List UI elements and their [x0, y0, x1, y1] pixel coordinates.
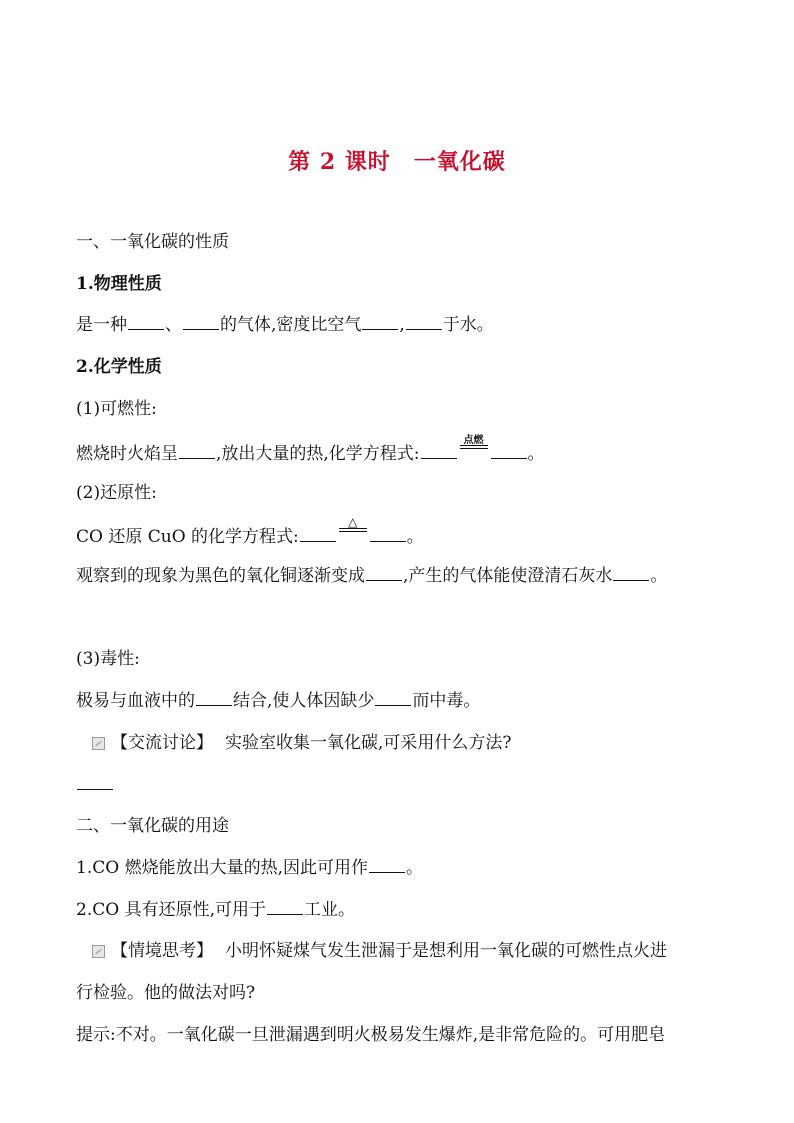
note-icon: [92, 945, 105, 958]
section-heading-uses: 二、一氧化碳的用途: [76, 816, 229, 836]
text: 的气体,密度比空气: [220, 315, 362, 335]
condition-label: △: [348, 515, 358, 529]
text: 。: [406, 527, 424, 547]
text: ,放出大量的热,化学方程式:: [216, 444, 420, 464]
answer-blank[interactable]: [491, 442, 527, 459]
combustibility-heading: (1)可燃性:: [76, 399, 157, 419]
text: 而中毒。: [412, 691, 481, 711]
physical-properties-line: [76, 313, 494, 337]
answer-blank[interactable]: [179, 442, 215, 459]
discussion-tag: 【交流讨论】: [111, 733, 213, 753]
answer-blank[interactable]: [375, 689, 411, 706]
answer-blank[interactable]: [366, 564, 402, 581]
answer-blank[interactable]: [421, 442, 457, 459]
toxicity-line: [76, 689, 480, 713]
scenario-line: [92, 939, 667, 963]
reducibility-heading: (2)还原性:: [76, 483, 157, 503]
reduction-line: [76, 515, 424, 549]
answer-blank[interactable]: [362, 313, 398, 330]
chemical-heading: 2.化学性质: [76, 357, 162, 377]
text: 极易与血液中的: [76, 691, 195, 711]
answer-blank[interactable]: [267, 898, 303, 915]
discussion-line: [92, 731, 512, 755]
answer-blank[interactable]: [196, 689, 232, 706]
text: ,: [399, 315, 405, 335]
answer-blank[interactable]: [77, 773, 113, 790]
answer-blank[interactable]: [406, 313, 442, 330]
text: 。: [527, 444, 545, 464]
observation-line: [76, 564, 667, 588]
text: 工业。: [303, 900, 355, 920]
section-heading-properties: 一、一氧化碳的性质: [76, 232, 229, 252]
text: 于水。: [442, 315, 494, 335]
answer-blank[interactable]: [369, 856, 405, 873]
text: 是一种: [76, 315, 127, 335]
answer-blank[interactable]: [183, 313, 219, 330]
text: 、: [165, 315, 182, 335]
text: 。: [650, 566, 668, 586]
discussion-answer-line[interactable]: [76, 773, 114, 797]
answer-blank[interactable]: [300, 525, 336, 542]
scenario-question: 小明怀疑煤气发生泄漏于是想利用一氧化碳的可燃性点火进: [225, 941, 667, 961]
text: 2.CO 具有还原性,可用于: [76, 900, 266, 920]
answer-blank[interactable]: [613, 564, 649, 581]
discussion-question: 实验室收集一氧化碳,可采用什么方法?: [225, 733, 512, 753]
text: ,产生的气体能使澄清石灰水: [403, 566, 613, 586]
answer-blank[interactable]: [128, 313, 164, 330]
reaction-condition-ignite: [458, 435, 490, 459]
text: 观察到的现象为黑色的氧化铜逐渐变成: [76, 566, 365, 586]
use-reduction-line: [76, 898, 355, 922]
use-fuel-line: [76, 856, 423, 880]
hint-line: 提示:不对。一氧化碳一旦泄漏遇到明火极易发生爆炸,是非常危险的。可用肥皂: [76, 1025, 666, 1045]
scenario-tag: 【情境思考】: [111, 941, 213, 961]
combustion-line: [76, 435, 545, 466]
text: 燃烧时火焰呈: [76, 444, 178, 464]
physical-heading: 1.物理性质: [76, 274, 162, 294]
reaction-condition-heat: [337, 515, 369, 542]
note-icon: [92, 737, 105, 750]
text: CO 还原 CuO 的化学方程式:: [76, 527, 299, 547]
condition-label: 点燃: [463, 435, 484, 446]
page-title: 第 2 课时 一氧化碳: [288, 149, 506, 175]
text: 结合,使人体因缺少: [233, 691, 375, 711]
toxicity-heading: (3)毒性:: [76, 649, 140, 669]
scenario-line-2: 行检验。他的做法对吗?: [76, 983, 256, 1003]
text: 1.CO 燃烧能放出大量的热,因此可用作: [76, 858, 368, 878]
text: 。: [405, 858, 423, 878]
answer-blank[interactable]: [370, 525, 406, 542]
